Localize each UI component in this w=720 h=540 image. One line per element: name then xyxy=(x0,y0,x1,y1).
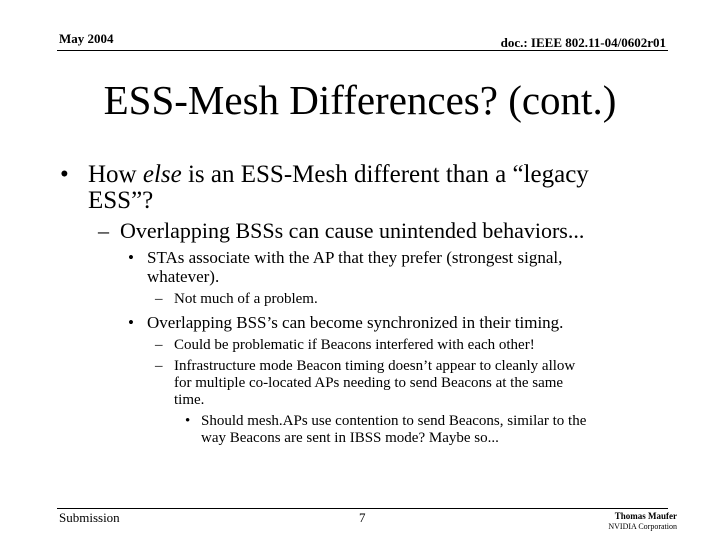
bullet-l3b-text: Overlapping BSS’s can become synchronized in their timing. xyxy=(147,313,564,332)
bullet-l3a-line2: whatever). xyxy=(147,267,220,286)
bullet-l4a-marker: – xyxy=(155,291,163,307)
bullet-l2-marker: – xyxy=(98,218,109,243)
bullet-l1-marker: • xyxy=(60,161,69,188)
header-rule xyxy=(57,50,668,51)
page-number: 7 xyxy=(359,510,366,525)
bullet-l1-emphasis: else xyxy=(142,161,182,188)
header-doc-id: doc.: IEEE 802.11-04/0602r01 xyxy=(500,35,666,50)
bullet-l3a-marker: • xyxy=(128,248,134,267)
bullet-l4c-line1: Infrastructure mode Beacon timing doesn’t appear to cleanly allow xyxy=(174,358,576,374)
footer-affiliation: NVIDIA Corporation xyxy=(608,522,677,531)
footer-rule xyxy=(57,508,668,509)
bullet-l4b-marker: – xyxy=(155,337,163,353)
bullet-l1-prefix: How xyxy=(88,161,143,188)
bullet-l5-marker: • xyxy=(185,413,191,429)
bullet-l4c-marker: – xyxy=(155,358,163,374)
bullet-l2-text: Overlapping BSSs can cause unintended behaviors... xyxy=(120,218,585,243)
bullet-l4c-line2: for multiple co-located APs needing to send Beacons at the same xyxy=(174,375,564,391)
bullet-l1-line2: ESS”? xyxy=(88,187,154,214)
footer-submission: Submission xyxy=(59,510,120,525)
bullet-l1-line1 xyxy=(88,161,589,188)
slide-title: ESS-Mesh Differences? (cont.) xyxy=(103,77,617,123)
bullet-l4c-line3: time. xyxy=(174,392,205,408)
bullet-l4b-text: Could be problematic if Beacons interfered with each other! xyxy=(174,337,535,353)
bullet-l3a-line1: STAs associate with the AP that they prefer (strongest signal, xyxy=(147,248,563,267)
bullet-l5-line1: Should mesh.APs use contention to send Beacons, similar to the xyxy=(201,413,587,429)
bullet-l4a-text: Not much of a problem. xyxy=(174,291,318,307)
footer-author: Thomas Maufer xyxy=(614,511,677,521)
bullet-l3b-marker: • xyxy=(128,313,134,332)
bullet-l5-line2: way Beacons are sent in IBSS mode? Maybe so... xyxy=(201,430,499,446)
header-date: May 2004 xyxy=(59,31,114,46)
bullet-l1-rest: is an ESS-Mesh different than a “legacy xyxy=(181,161,589,188)
